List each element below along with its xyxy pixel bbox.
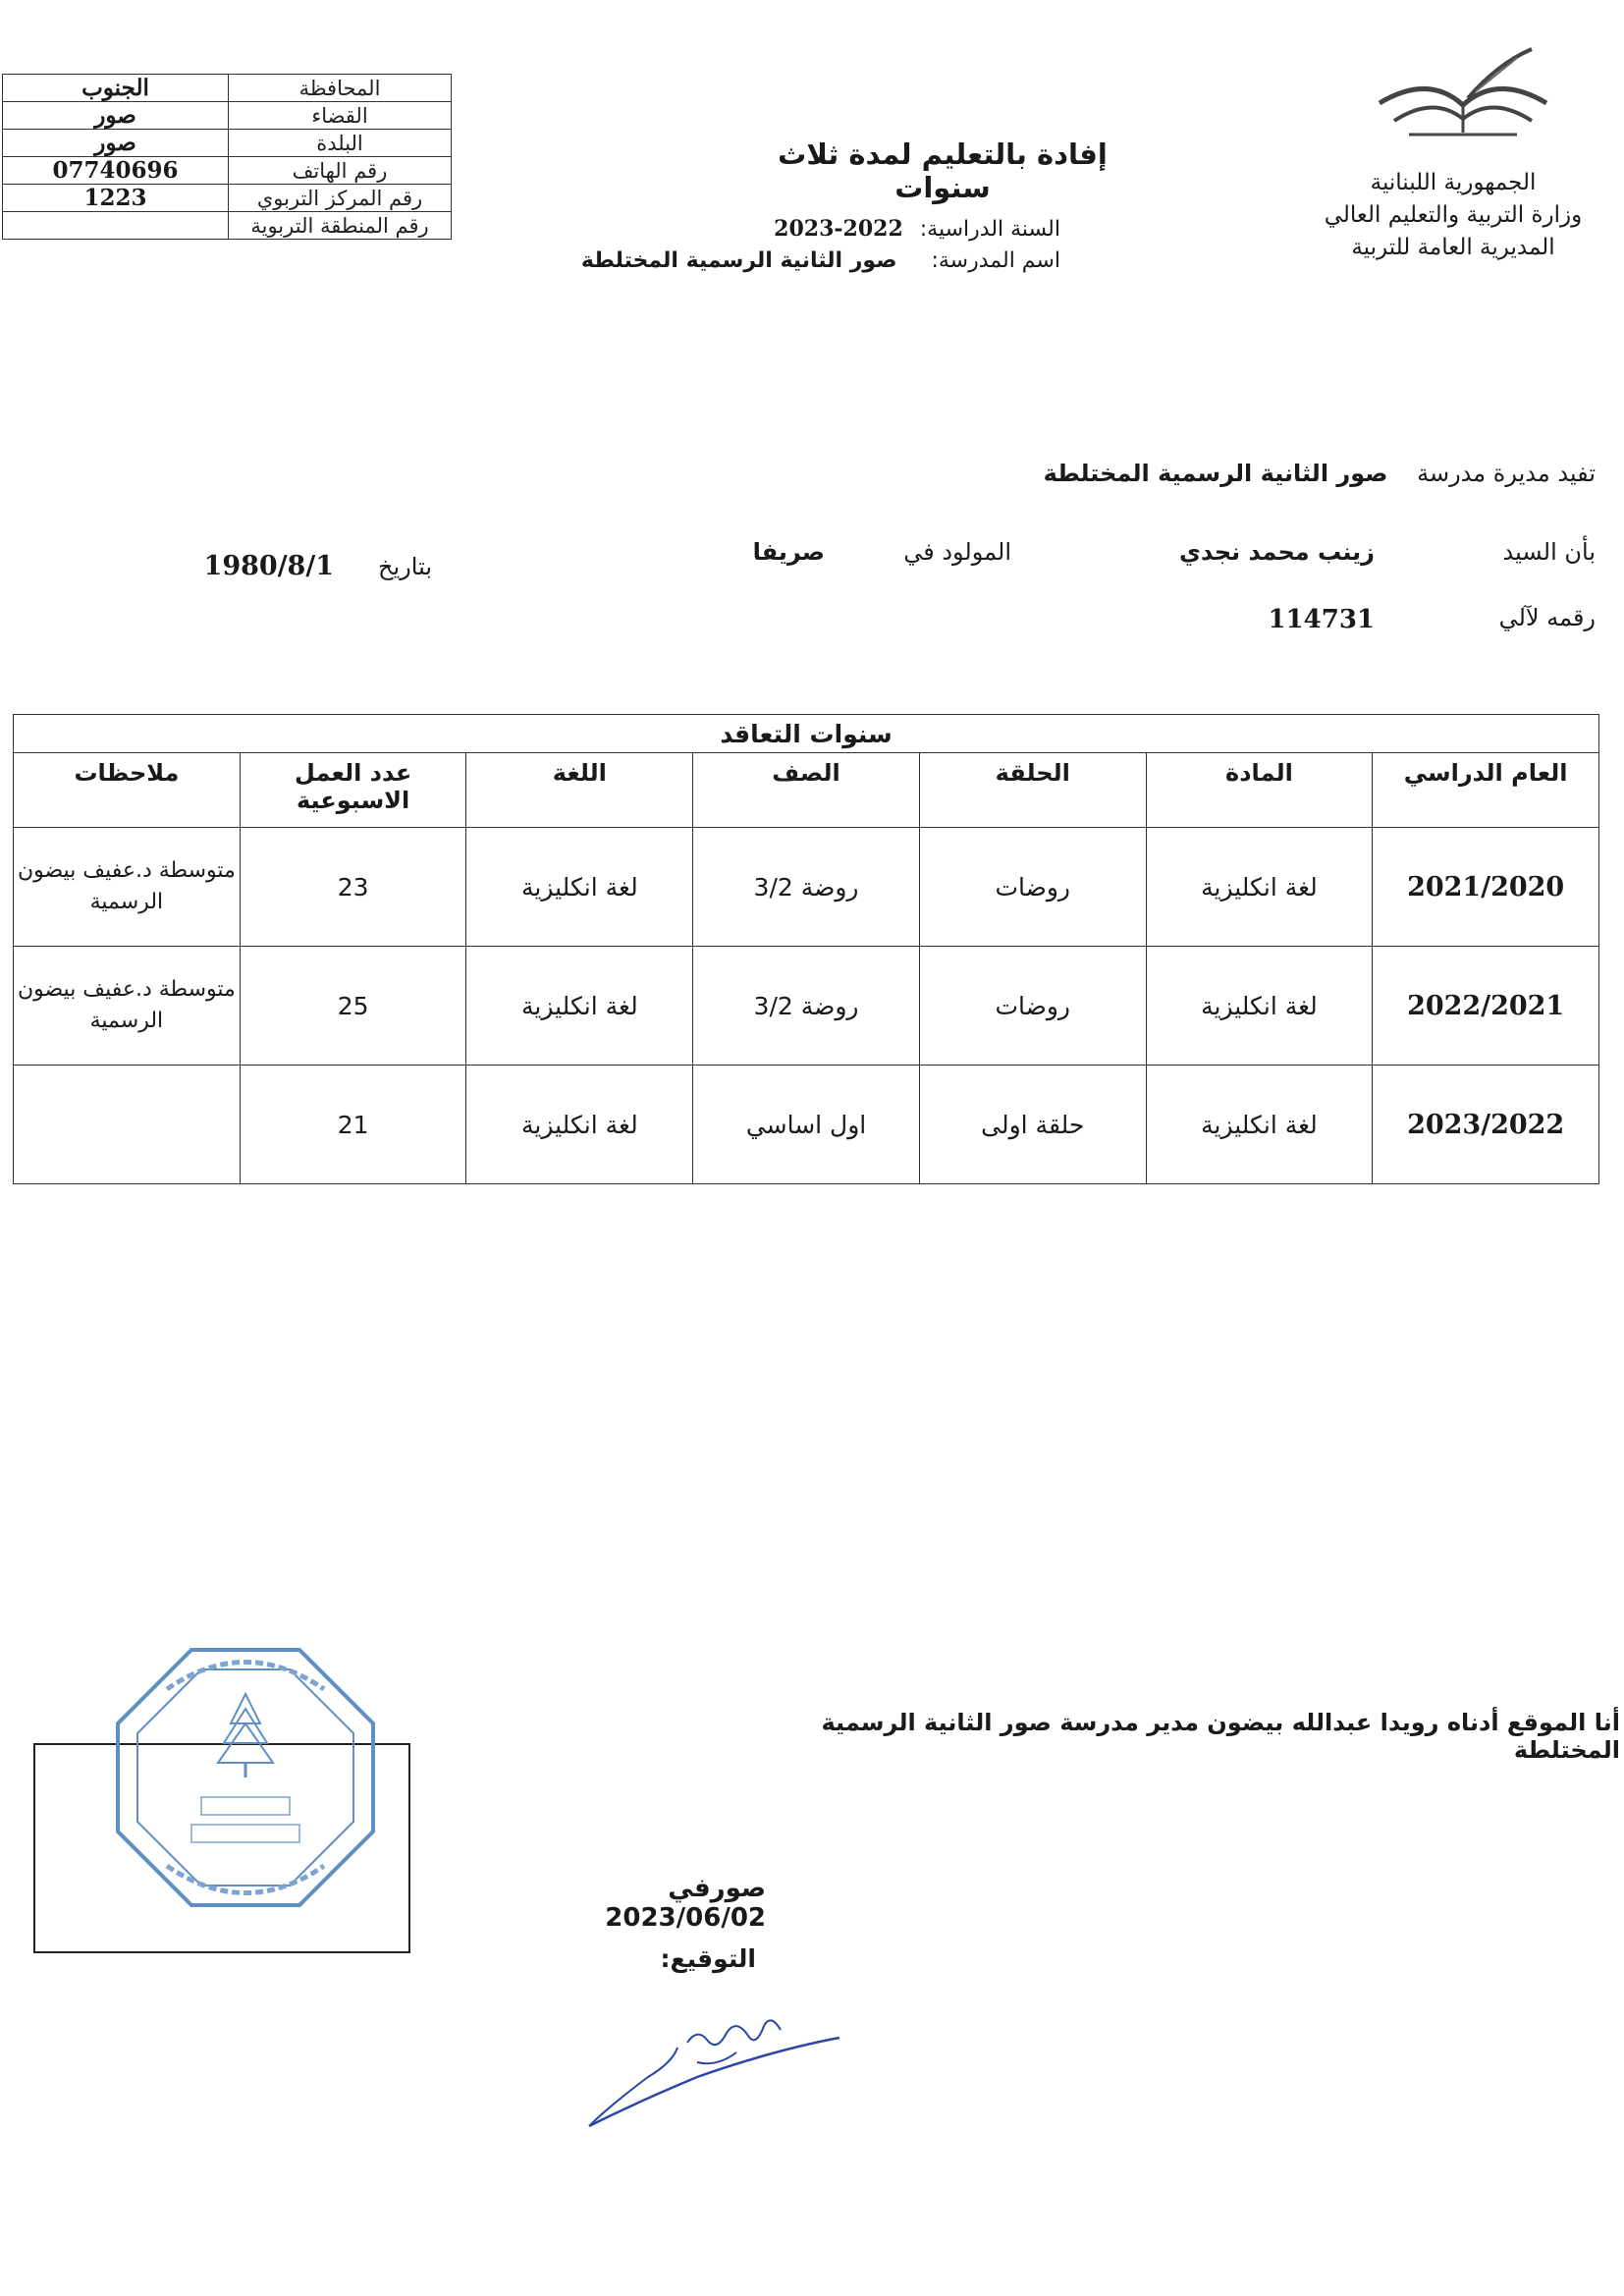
born-place: صريفا bbox=[752, 538, 825, 566]
intro-label: تفيد مديرة مدرسة bbox=[1417, 460, 1596, 487]
grade-cell: روضة 3/2 bbox=[693, 947, 920, 1066]
contract-table-caption: سنوات التعاقد bbox=[14, 715, 1599, 753]
info-value: 1223 bbox=[3, 185, 229, 212]
cycle-cell: روضات bbox=[919, 947, 1146, 1066]
column-header: اللغة bbox=[466, 753, 693, 828]
info-row bbox=[3, 157, 452, 185]
school-info-box bbox=[2, 74, 452, 240]
year-cell: 2021/2020 bbox=[1373, 828, 1599, 947]
notes-cell bbox=[14, 1066, 241, 1184]
column-header: المادة bbox=[1146, 753, 1373, 828]
subject-cell: لغة انكليزية bbox=[1146, 947, 1373, 1066]
cycle-cell: حلقة اولى bbox=[919, 1066, 1146, 1184]
grade-cell: اول اساسي bbox=[693, 1066, 920, 1184]
language-cell: لغة انكليزية bbox=[466, 947, 693, 1066]
language-cell: لغة انكليزية bbox=[466, 828, 693, 947]
table-row bbox=[14, 828, 1599, 947]
person-label: بأن السيد bbox=[1502, 538, 1596, 566]
place-date: صورفي 2023/06/02 bbox=[605, 1874, 766, 1933]
academic-year-label: السنة الدراسية: bbox=[919, 217, 1060, 242]
info-value: الجنوب bbox=[3, 75, 229, 102]
org-line-directorate: المديرية العامة للتربية bbox=[1351, 235, 1555, 260]
intro-line bbox=[884, 460, 1596, 487]
school-stamp-icon bbox=[98, 1630, 393, 1925]
contract-years-table bbox=[13, 714, 1599, 1184]
ministry-name-block bbox=[1306, 167, 1600, 264]
column-header: العام الدراسي bbox=[1373, 753, 1599, 828]
school-value: صور الثانية الرسمية المختلطة bbox=[580, 248, 897, 273]
academic-year-value: 2022-2023 bbox=[774, 216, 903, 242]
column-header: عدد العمل الاسبوعية bbox=[240, 753, 466, 828]
document-title: إفادة بالتعليم لمدة ثلاث سنوات bbox=[778, 137, 1108, 204]
born-label: المولود في bbox=[903, 538, 1011, 566]
cycle-cell: روضات bbox=[919, 828, 1146, 947]
info-value: صور bbox=[3, 130, 229, 157]
language-cell: لغة انكليزية bbox=[466, 1066, 693, 1184]
school-label: اسم المدرسة: bbox=[931, 248, 1060, 273]
info-label: البلدة bbox=[229, 130, 452, 157]
subject-cell: لغة انكليزية bbox=[1146, 1066, 1373, 1184]
info-value: صور bbox=[3, 102, 229, 130]
info-row bbox=[3, 102, 452, 130]
info-row bbox=[3, 130, 452, 157]
org-line-country: الجمهورية اللبنانية bbox=[1370, 170, 1537, 195]
person-name: زينب محمد نجدي bbox=[1178, 538, 1375, 566]
info-label: المحافظة bbox=[229, 75, 452, 102]
date-label: بتاريخ bbox=[378, 553, 432, 580]
org-line-ministry: وزارة التربية والتعليم العالي bbox=[1324, 202, 1583, 228]
hours-cell: 23 bbox=[240, 828, 466, 947]
info-row bbox=[3, 75, 452, 102]
info-row bbox=[3, 185, 452, 212]
info-row bbox=[3, 212, 452, 240]
school-name-line bbox=[550, 248, 1060, 273]
table-row bbox=[14, 947, 1599, 1066]
signature-label: التوقيع: bbox=[660, 1944, 756, 1973]
subject-cell: لغة انكليزية bbox=[1146, 828, 1373, 947]
number-value: 114731 bbox=[1268, 605, 1375, 634]
intro-school: صور الثانية الرسمية المختلطة bbox=[1043, 460, 1388, 487]
column-header: الصف bbox=[693, 753, 920, 828]
grade-cell: روضة 3/2 bbox=[693, 828, 920, 947]
column-header: ملاحظات bbox=[14, 753, 241, 828]
year-cell: 2023/2022 bbox=[1373, 1066, 1599, 1184]
info-label: رقم المركز التربوي bbox=[229, 185, 452, 212]
hours-cell: 25 bbox=[240, 947, 466, 1066]
number-label: رقمه لآلي bbox=[1498, 604, 1596, 631]
ministry-logo-icon bbox=[1370, 44, 1556, 152]
info-value: 07740696 bbox=[3, 157, 229, 185]
notes-cell: متوسطة د.عفيف بيضون الرسمية bbox=[14, 947, 241, 1066]
info-label: رقم المنطقة التربوية bbox=[229, 212, 452, 240]
declaration-line: أنا الموقع أدناه رويدا عبدالله بيضون مدير مدرسة صور الثانية الرسمية المختلطة bbox=[821, 1709, 1620, 1764]
info-label: رقم الهاتف bbox=[229, 157, 452, 185]
info-label: القضاء bbox=[229, 102, 452, 130]
academic-year-line bbox=[550, 216, 1060, 242]
hours-cell: 21 bbox=[240, 1066, 466, 1184]
birth-date: 1980/8/1 bbox=[203, 551, 334, 581]
notes-cell: متوسطة د.عفيف بيضون الرسمية bbox=[14, 828, 241, 947]
year-cell: 2022/2021 bbox=[1373, 947, 1599, 1066]
info-value bbox=[3, 212, 229, 240]
signature-icon bbox=[579, 2008, 854, 2136]
table-row bbox=[14, 1066, 1599, 1184]
column-header: الحلقة bbox=[919, 753, 1146, 828]
